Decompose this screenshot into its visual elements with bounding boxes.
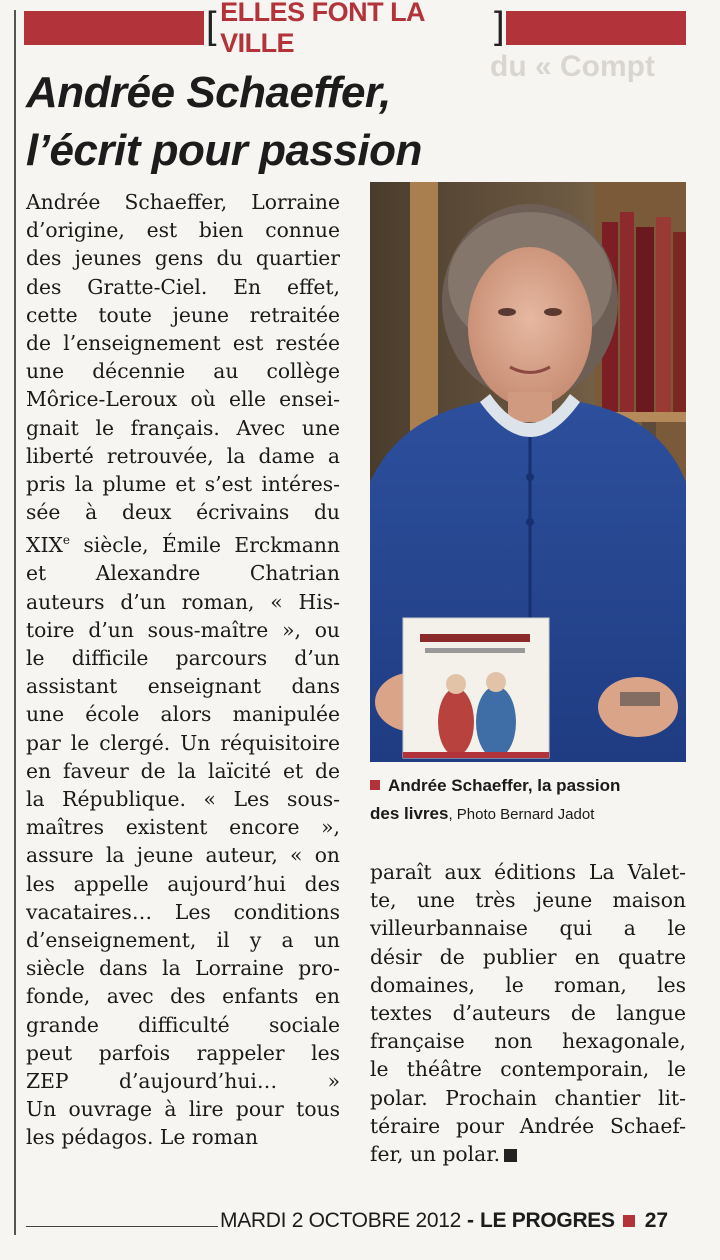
photo-caption <box>370 772 686 829</box>
text-line: le théâtre contemporain, le <box>370 1057 686 1082</box>
text-line: des jeunes gens du quartier <box>26 246 340 271</box>
text-line: paraît aux éditions La Valet- <box>370 860 686 884</box>
text-line: maîtres existent encore », <box>26 815 340 840</box>
rubric-bracket-close: ] <box>493 4 504 47</box>
text-line: assure la jeune auteur, « on <box>26 843 340 868</box>
rubric-label: ELLES FONT LA VILLE <box>220 0 425 58</box>
text-line: le difficile parcours d’un <box>26 646 340 671</box>
page-footer <box>220 1204 690 1238</box>
article-body-right-lines <box>370 858 686 1168</box>
left-column-rule <box>14 10 16 1235</box>
text-line: téraire pour Andrée Schaef- <box>370 1113 686 1138</box>
text-line: auteurs d’un roman, « His- <box>26 589 340 614</box>
text-line: Môrice-Leroux où elle ensei- <box>26 387 340 412</box>
article-title-line-2: l’écrit pour passion <box>26 126 422 175</box>
text-line: d’enseignement, il y a un <box>26 928 340 953</box>
text-line: en faveur de la laïcité et de <box>26 758 340 783</box>
text-line: te, une très jeune maison <box>370 888 686 913</box>
section-rubric <box>202 0 508 58</box>
footer-separator: - <box>467 1209 475 1232</box>
text-line: cette toute jeune retraitée <box>26 302 340 327</box>
rubric-bracket-open: [ <box>206 4 217 47</box>
article-title <box>26 64 706 180</box>
text-line: française non hexagonale, <box>370 1029 686 1054</box>
text-line: liberté retrouvée, la dame a <box>26 443 340 468</box>
text-line: toire d’un sous-maître », ou <box>26 617 340 642</box>
text-line: vacataires… Les conditions <box>26 899 340 924</box>
text-line: par le clergé. Un réquisitoire <box>26 730 340 755</box>
article-photo <box>370 182 686 762</box>
footer-square-icon <box>623 1215 635 1227</box>
text-line: Andrée Schaeffer, Lorraine <box>26 190 340 214</box>
text-line: gnait le français. Avec une <box>26 415 340 440</box>
text-line: Un ouvrage à lire pour tous <box>26 1097 340 1122</box>
header-band-right <box>506 11 686 45</box>
text-line: ZEP d’aujourd’hui… » <box>26 1069 340 1094</box>
text-line: grande difficulté sociale <box>26 1012 340 1037</box>
footer-date: MARDI 2 OCTOBRE 2012 <box>220 1209 462 1232</box>
caption-bold-1: Andrée Schaeffer, la passion <box>388 776 621 795</box>
end-of-article-square-icon <box>504 1149 517 1162</box>
portrait-illustration <box>370 182 686 762</box>
text-line: une école alors manipulée <box>26 702 340 727</box>
article-body-right-column <box>370 858 686 1168</box>
text-line: peut parfois rappeler les <box>26 1040 340 1065</box>
footer-rule <box>26 1226 218 1227</box>
caption-bold-2: des livres <box>370 804 449 823</box>
footer-page-number: 27 <box>644 1209 669 1232</box>
text-line: pris la plume et s’est intéres- <box>26 472 340 497</box>
text-line: siècle dans la Lorraine pro- <box>26 956 340 981</box>
article-body-left-lines <box>26 188 340 1152</box>
show-through-text: du « Compt <box>490 50 655 83</box>
text-line: de l’enseignement est restée <box>26 331 340 356</box>
text-line: la République. « Les sous- <box>26 787 340 812</box>
text-line: les appelle aujourd’hui des <box>26 871 340 896</box>
article-body-left-column <box>26 188 340 1152</box>
caption-bullet <box>370 780 380 790</box>
text-line: sée à deux écrivains du <box>26 500 340 525</box>
text-line: XIXe siècle, Émile Erckmann <box>26 533 340 558</box>
text-line: assistant enseignant dans <box>26 674 340 699</box>
text-line: fonde, avec des enfants en <box>26 984 340 1009</box>
text-line: une décennie au collège <box>26 359 340 384</box>
article-title-line-1: Andrée Schaeffer, <box>26 68 391 117</box>
text-line: polar. Prochain chantier lit- <box>370 1085 686 1110</box>
header-band-left <box>24 11 204 45</box>
text-line: domaines, le roman, les <box>370 972 686 997</box>
photo-credit: , Photo Bernard Jadot <box>448 806 595 823</box>
text-line: désir de publier en quatre <box>370 944 686 969</box>
text-line: des Gratte-Ciel. En effet, <box>26 274 340 299</box>
superscript: e <box>62 533 70 548</box>
text-line: les pédagos. Le roman <box>26 1125 259 1150</box>
footer-publication: LE PROGRES <box>480 1209 615 1232</box>
text-line: d’origine, est bien connue <box>26 218 340 243</box>
text-line: et Alexandre Chatrian <box>26 561 340 586</box>
text-line: textes d’auteurs de langue <box>370 1001 686 1026</box>
text-line: fer, un polar. <box>370 1140 686 1168</box>
text-line: villeurbannaise qui a le <box>370 916 686 941</box>
